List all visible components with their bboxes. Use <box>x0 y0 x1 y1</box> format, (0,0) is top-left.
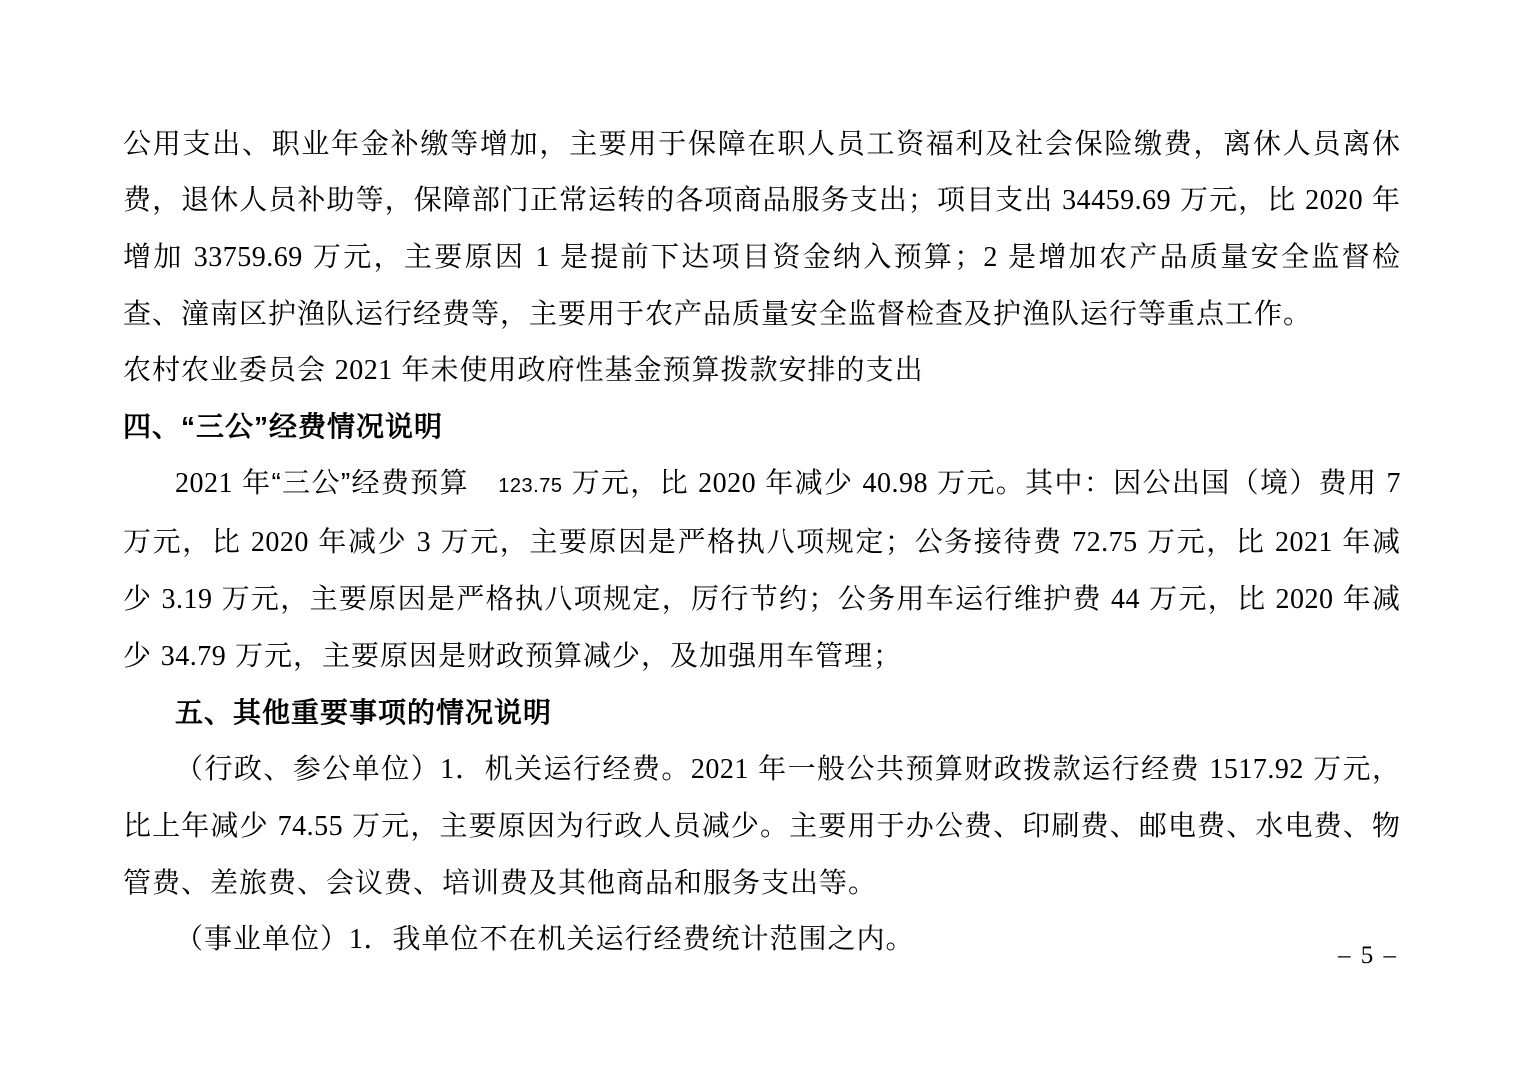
text-segment-hei: 万元，主要原因是财政预算减少，及加强用车管理； <box>226 640 903 671</box>
text-segment-num: 2021 <box>334 355 393 386</box>
text-segment-hei: 万元，比 <box>123 526 251 557</box>
text-segment-hei: 万元，主要原因是严格执八项规定；公务接待费 <box>431 526 1073 557</box>
text-segment-hei: 五、其他重要事项的情况说明 <box>175 697 553 728</box>
text-segment-hei: 万元，主要原因是严格执八项规定，厉行节约；公务用车运行维护费 <box>212 583 1111 614</box>
text-segment-num: 2020 <box>698 468 757 499</box>
paragraph-carryover-expenditure-explanation <box>123 116 1401 342</box>
document-body <box>123 116 1401 968</box>
text-segment-num: 7 <box>1386 468 1402 499</box>
text-segment-hei: （行政、参公单位） <box>175 753 441 784</box>
paragraph-public-institution-statement <box>123 911 1401 968</box>
text-segment-num: 3 <box>416 527 432 558</box>
text-segment-num: 33759.69 <box>193 242 303 273</box>
paragraph-administrative-operating-costs <box>123 741 1401 911</box>
text-segment-hei: 年减少 <box>123 526 1402 614</box>
text-segment-num: 2021 <box>175 468 233 499</box>
text-segment-hei: 万元， <box>343 810 440 841</box>
text-segment-hei: 是增加农产品质量安全监督检查、潼南区护渔队运行经费等，主要用于农产品质量安全监督检查及护渔队运行等重点工作。 <box>123 241 1402 329</box>
text-segment-num: 34.79 <box>160 641 227 672</box>
text-segment-hei: 年一般公共预算财政拨款运行经费 <box>748 753 1210 784</box>
text-segment-hei: 公用支出、职业年金补缴等增加，主要用于保障在职人员工资福利及社会保险缴费，离休人员离休费，退休人员补助等，保障部门正常运转的各项商品服务支出；项目支出 <box>123 128 1401 215</box>
text-segment-hei: 农村农业委员会 <box>123 354 335 385</box>
page-number: – 5 – <box>1338 942 1398 969</box>
text-segment-hei: 年“三公”经费预算 <box>233 467 499 498</box>
paragraph-three-public-funds-detail <box>123 455 1401 685</box>
text-segment-hei: 年减少 <box>756 467 863 498</box>
text-segment-num: 1517.92 <box>1209 754 1304 785</box>
text-segment-song: 主要原因为行政人员减少。 <box>439 811 790 842</box>
text-segment-hei: 年未使用政府性基金预算拨款安排的支出 <box>392 354 924 385</box>
text-segment-hei: ．机关运行经费。 <box>454 753 691 784</box>
text-segment-num: 2021 <box>690 754 749 785</box>
text-segment-hei: 四、“三公”经费情况说明 <box>123 411 444 442</box>
text-segment-hei: 主要用于办公费、印刷费、邮电费、水电费、物管费、差旅费、会议费、培训费及其他商品和服务支出等。 <box>123 810 1401 898</box>
text-segment-hei: 万元。其中：因公出国（境）费用 <box>927 467 1387 498</box>
text-segment-num: 44 <box>1110 584 1140 615</box>
text-segment-hei: 年减少 <box>308 526 417 557</box>
text-segment-hei: 年减少 <box>123 583 1402 671</box>
heading-section-four-three-public-funds <box>123 399 1401 455</box>
text-segment-hei: 万元，比上年减少 <box>123 753 1401 841</box>
text-segment-hei: 万元，比 <box>1137 526 1275 557</box>
text-segment-hei: 万元，比 <box>1171 184 1306 215</box>
text-segment-hei: 年增加 <box>123 184 1402 272</box>
text-segment-num: 2020 <box>1275 584 1334 615</box>
text-segment-num: 74.55 <box>277 811 344 842</box>
text-segment-hei: （事业单位） <box>175 923 350 954</box>
text-segment-small-num: 123.75 <box>498 475 563 497</box>
text-segment-num: 1 <box>535 242 550 273</box>
text-segment-num: 1 <box>349 924 364 955</box>
text-segment-hei: ．我单位不在机关运行经费统计范围之内。 <box>363 923 915 954</box>
text-segment-num: 2 <box>983 242 998 273</box>
text-segment-num: 2021 <box>1274 527 1333 558</box>
text-segment-hei: 万元，比 <box>562 467 699 498</box>
text-segment-num: 34459.69 <box>1062 185 1172 216</box>
text-segment-hei: 是提前下达项目资金纳入预算； <box>549 241 984 272</box>
paragraph-government-fund-budget-statement <box>123 342 1401 399</box>
text-segment-num: 1 <box>440 754 455 785</box>
text-segment-num: 2020 <box>1305 185 1364 216</box>
text-segment-num: 40.98 <box>862 468 928 499</box>
text-segment-num: 2020 <box>250 527 309 558</box>
text-segment-num: 3.19 <box>161 584 213 615</box>
heading-section-five-other-important-matters <box>123 685 1401 741</box>
text-segment-hei: 万元，比 <box>1139 583 1276 614</box>
text-segment-num: 72.75 <box>1072 527 1138 558</box>
text-segment-hei: 万元，主要原因 <box>302 241 536 272</box>
